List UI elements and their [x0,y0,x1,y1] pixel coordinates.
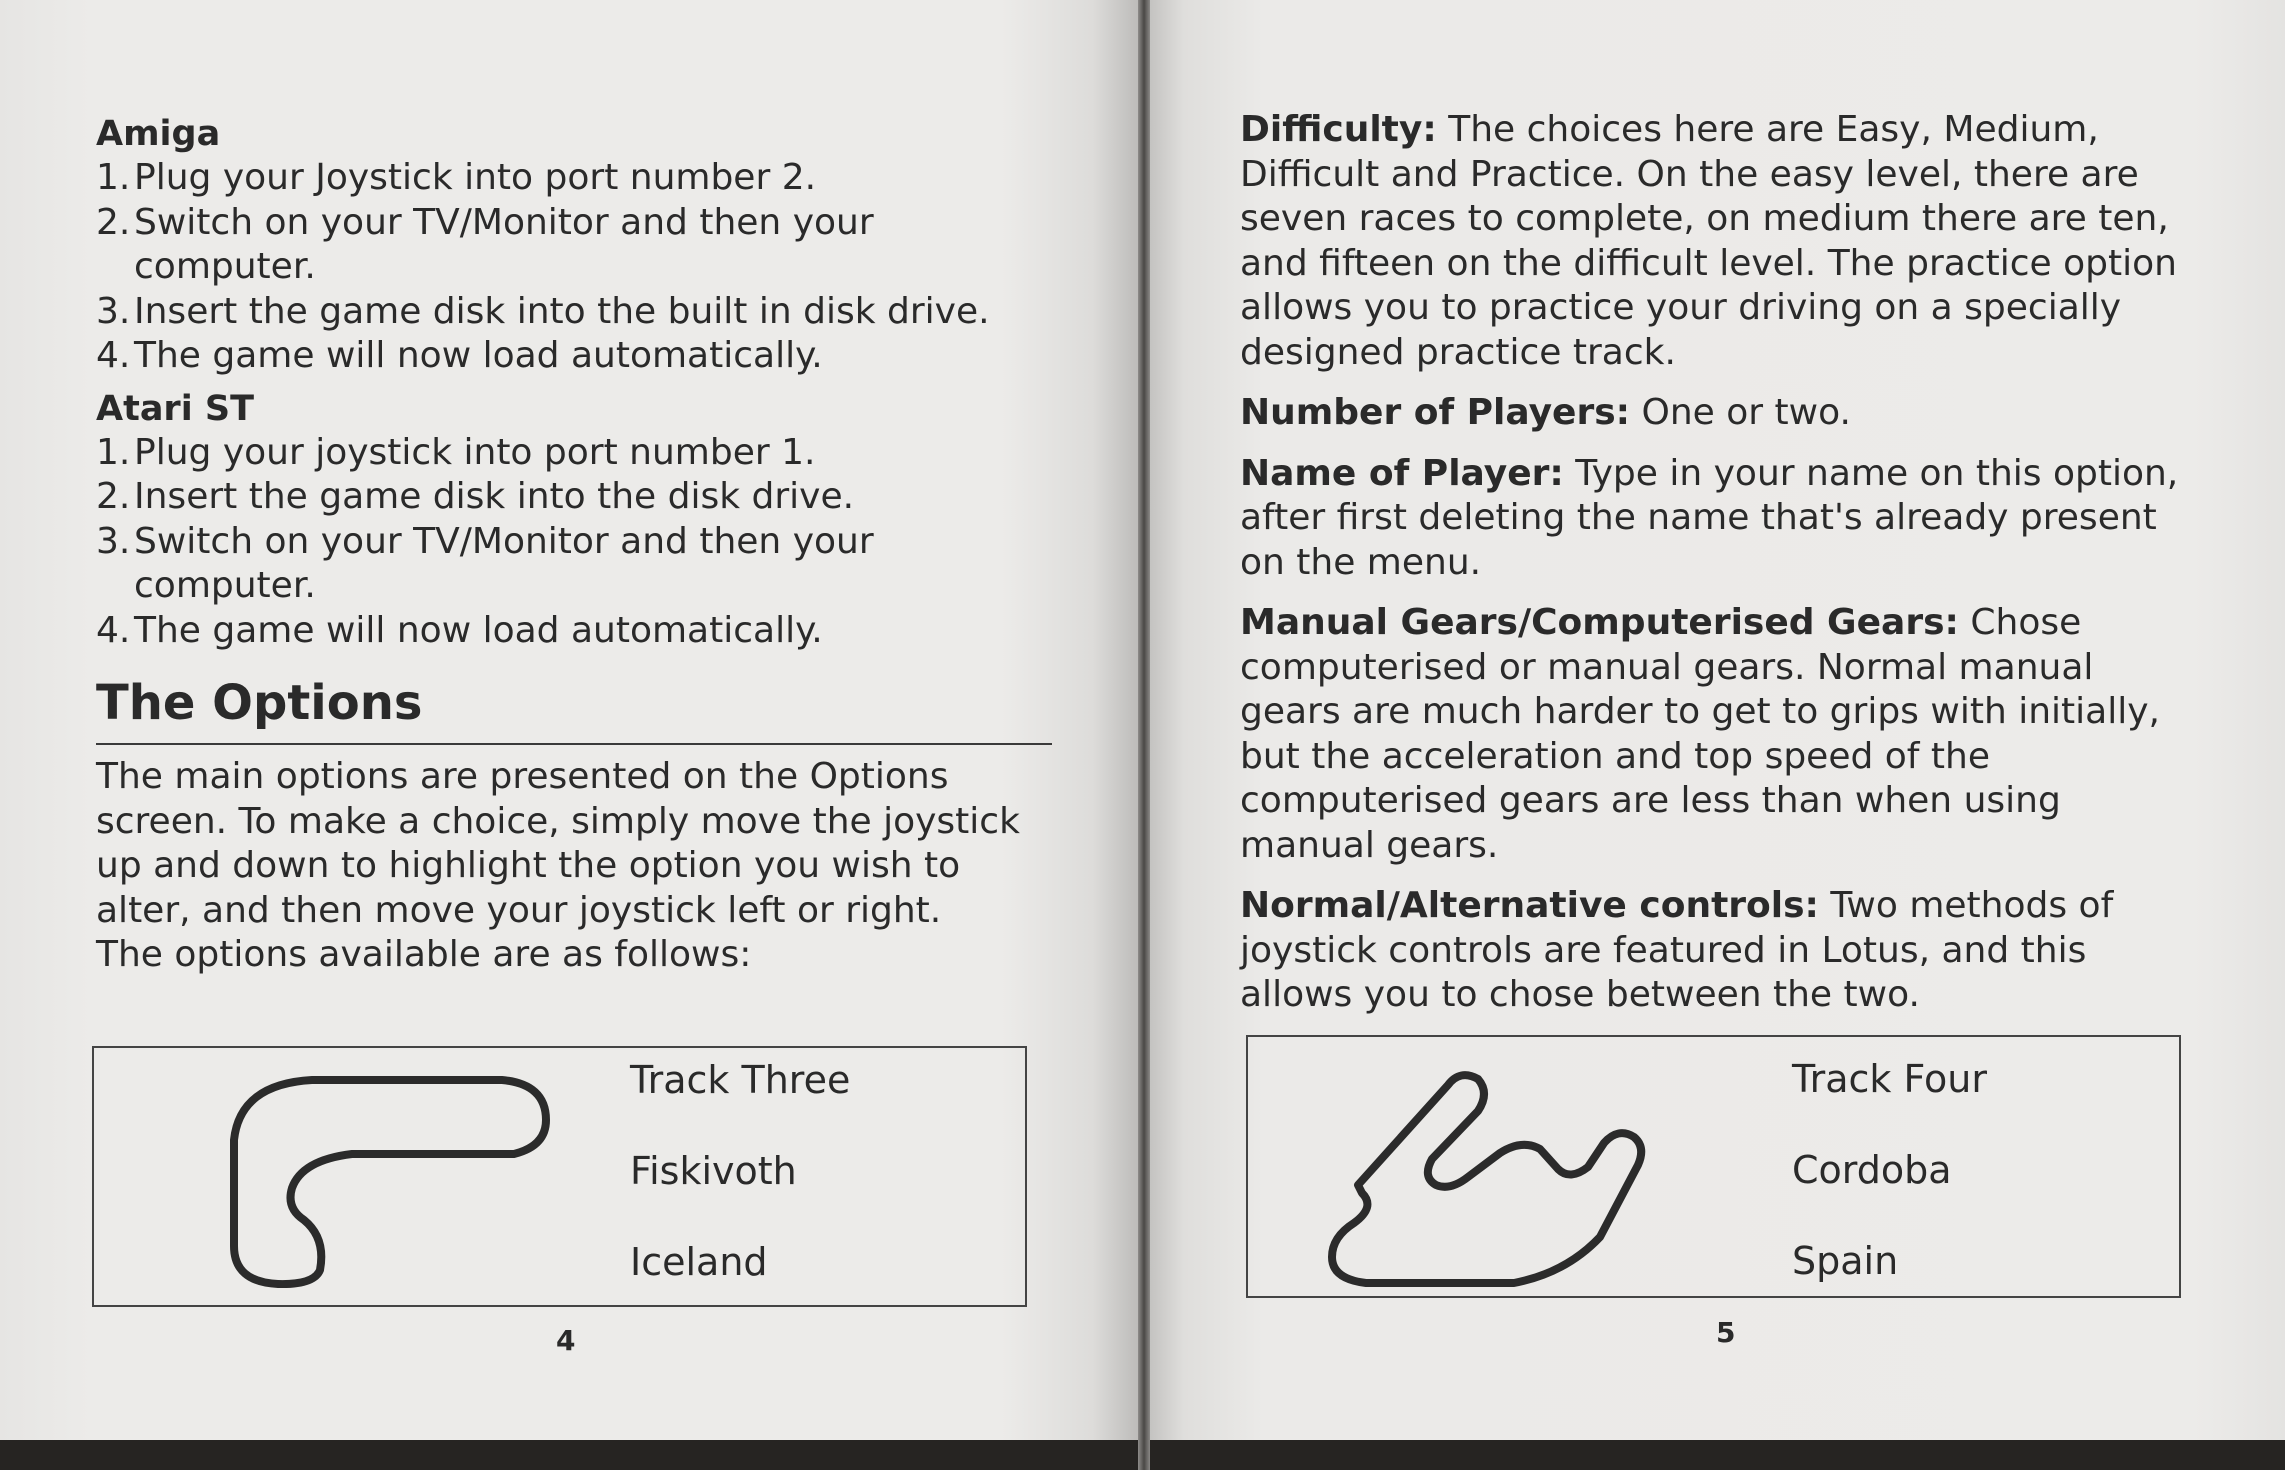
right-page-content [1240,108,2285,1034]
step-number: 3. [96,520,131,562]
track-three-map-icon [224,1070,554,1290]
step-text: Switch on your TV/Monitor and then your computer. [134,201,874,287]
list-item [96,201,1056,290]
option-label: Number of Players: [1240,392,1631,433]
amiga-heading: Amiga [96,114,221,154]
track-three-circuit: Fiskivoth [630,1149,797,1193]
step-text: Insert the game disk into the built in disk drive. [134,290,990,332]
list-item [96,334,1056,379]
option-label: Difficulty: [1240,109,1437,150]
page-number-right: 5 [1716,1316,1736,1349]
gears-option [1240,601,2195,868]
book-gutter [1138,0,1150,1470]
options-section-title: The Options [96,675,1052,745]
track-four-country: Spain [1792,1239,1899,1283]
option-text: Two methods of joystick controls are featured in Lotus, and this allows you to chose between the two. [1240,885,2114,1015]
difficulty-option [1240,108,2195,375]
track-four-outline [1332,1075,1641,1283]
atari-heading: Atari ST [96,388,254,429]
track-three-panel [92,1046,1027,1307]
list-item [96,290,1056,335]
option-label: Normal/Alternative controls: [1240,885,1819,926]
options-intro: The main options are presented on the Options screen. To make a choice, simply move the joystick up and down to highlight the option you wish to alter, and then move your joystick left or right. [96,756,1020,931]
step-text: Plug your joystick into port number 1. [134,431,816,473]
name-of-player-option [1240,452,2195,586]
option-text: Type in your name on this option, after first deleting the name that's already present on the menu. [1240,452,2179,583]
step-number: 1. [96,431,131,473]
right-page [1150,0,2285,1440]
number-of-players-option [1240,391,2195,436]
track-four-panel [1246,1035,2181,1298]
step-number: 4. [96,609,131,651]
option-text: Chose computerised or manual gears. Normal manual gears are much harder to get to grips with initially, but the acceleration and top speed of the computerised gears are less than when using manual gears. [1240,602,2160,866]
step-number: 2. [96,476,131,517]
track-four-circuit: Cordoba [1792,1148,1952,1192]
step-text: Switch on your TV/Monitor and then your computer. [134,520,874,606]
left-page-content [96,112,1056,978]
track-four-name: Track Four [1792,1057,1987,1101]
option-text: The choices here are Easy, Medium, Difficult and Practice. On the easy level, there are seven races to complete, on medium there are ten, and fifteen on the difficult level. The practice option allows you to practice your driving on a specially designed practice track. [1240,109,2177,373]
step-number: 3. [96,290,131,332]
step-text: The game will now load automatically. [134,609,823,651]
page-number-left: 4 [556,1324,576,1357]
step-number: 4. [96,335,131,376]
step-text: Plug your Joystick into port number 2. [134,157,817,198]
left-page [0,0,1138,1440]
track-three-country: Iceland [630,1240,768,1284]
controls-option [1240,884,2195,1018]
list-item [96,475,1056,520]
track-three-name: Track Three [630,1058,851,1102]
amiga-steps [96,156,1056,379]
option-label: Manual Gears/Computerised Gears: [1240,602,1959,643]
step-number: 1. [96,157,131,198]
options-intro-continued: The options available are as follows: [96,934,752,975]
option-label: Name of Player: [1240,452,1564,494]
list-item [96,156,1056,201]
track-three-outline [234,1080,546,1284]
list-item [96,431,1056,476]
step-number: 2. [96,201,131,243]
atari-steps [96,431,1056,654]
option-text: One or two. [1641,392,1851,433]
step-text: The game will now load automatically. [134,335,823,376]
step-text: Insert the game disk into the disk drive. [134,476,855,517]
list-item [96,520,1056,609]
list-item [96,609,1056,654]
track-four-map-icon [1318,1047,1658,1292]
